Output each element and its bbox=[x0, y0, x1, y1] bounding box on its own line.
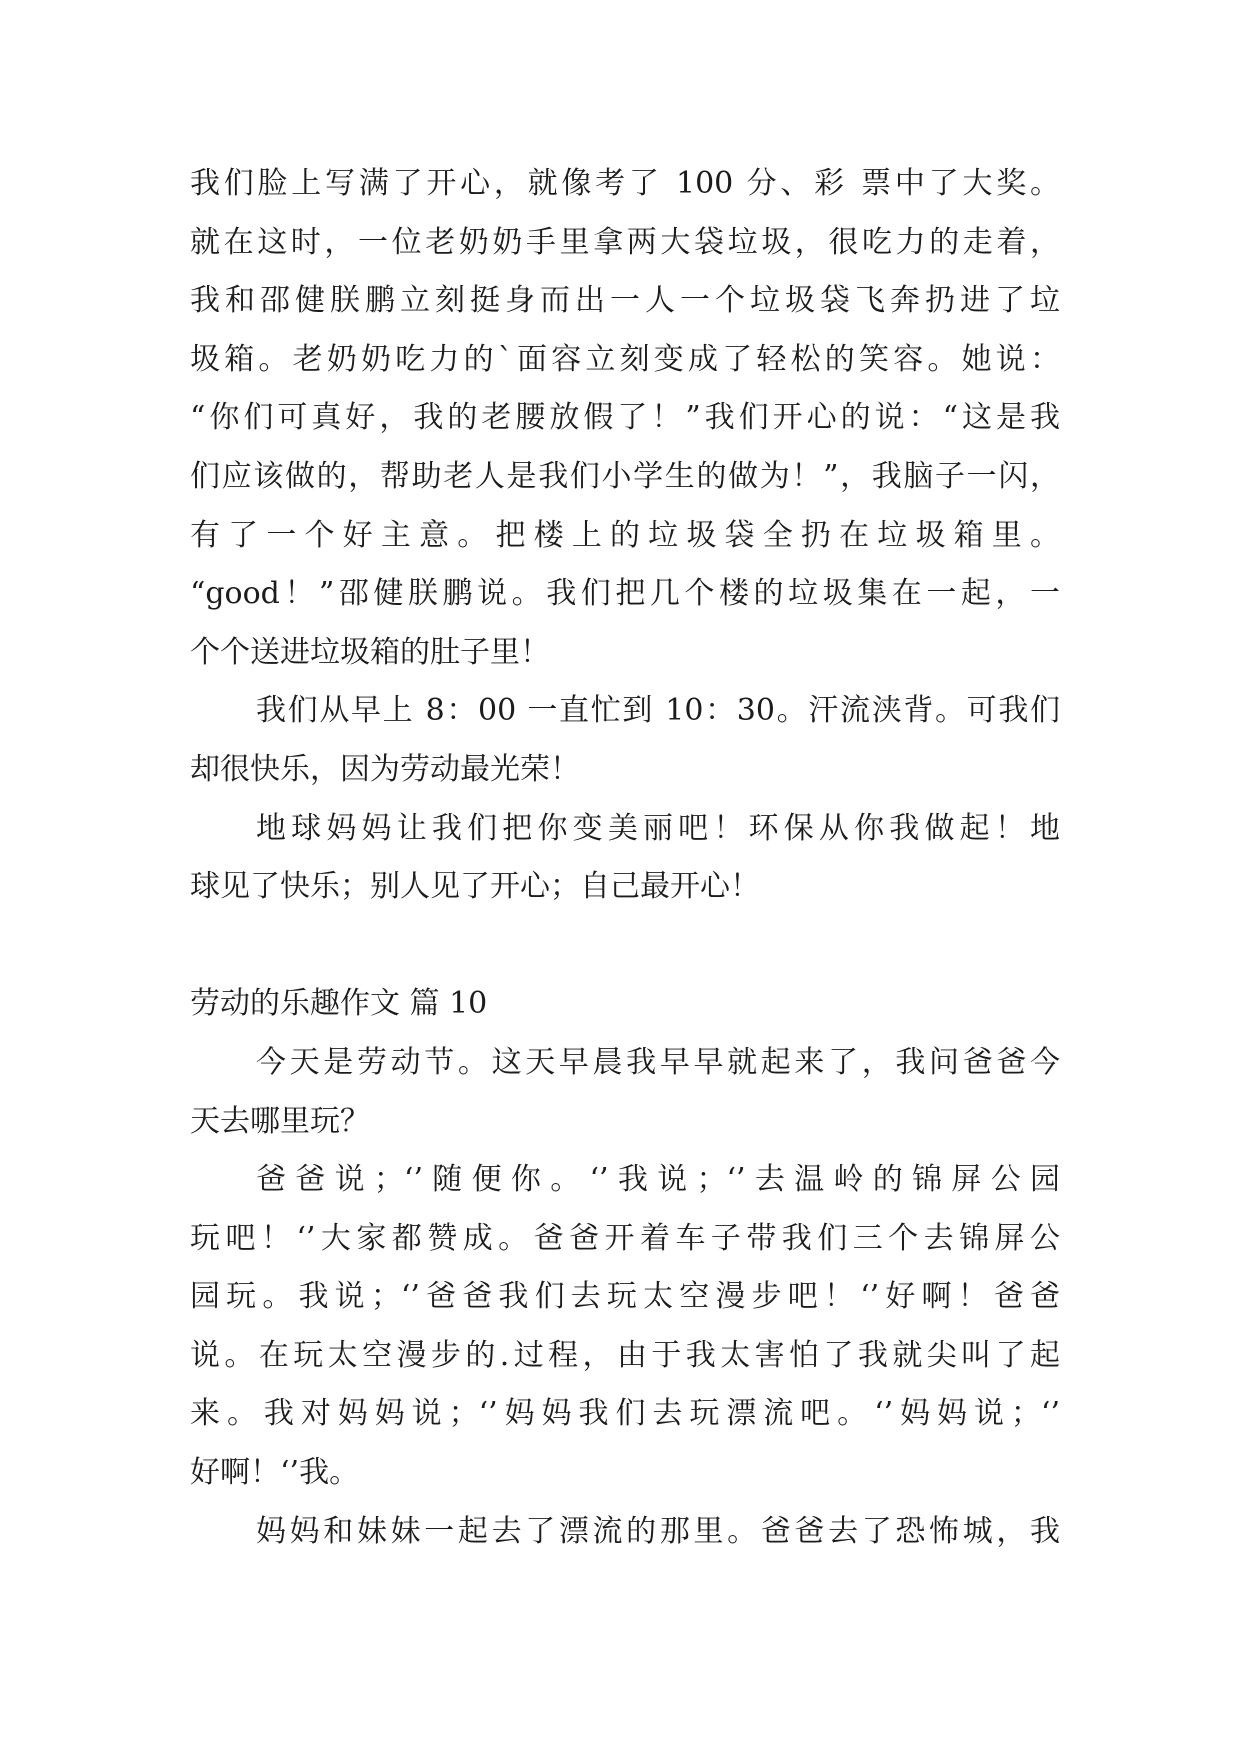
text-line: 圾箱。老奶奶吃力的`面容立刻变成了轻松的笑容。她说： bbox=[190, 341, 1060, 377]
text-line: 爸爸说；‘’随便你。‘’我说；‘’去温岭的锦屏公园 bbox=[256, 1162, 1060, 1198]
text-line: 我们脸上写满了开心，就像考了 100 分、彩 票中了大奖。 bbox=[190, 166, 1060, 201]
text-line: 地球妈妈让我们把你变美丽吧！环保从你我做起！地 bbox=[256, 810, 1060, 846]
text-line: 们应该做的，帮助老人是我们小学生的做为！”，我脑子一闪， bbox=[190, 458, 1060, 494]
text-line: 说。在玩太空漫步的.过程，由于我太害怕了我就尖叫了起 bbox=[190, 1337, 1060, 1373]
text-line: “你们可真好，我的老腰放假了！”我们开心的说：“这是我 bbox=[190, 400, 1060, 436]
text-line: 却很快乐，因为劳动最光荣！ bbox=[190, 751, 580, 787]
section-heading: 劳动的乐趣作文 篇 10 bbox=[190, 986, 488, 1022]
text-line: 天去哪里玩？ bbox=[190, 1103, 370, 1139]
text-line: 就在这时，一位老奶奶手里拿两大袋垃圾，很吃力的走着， bbox=[190, 224, 1060, 260]
blank-line bbox=[190, 917, 1060, 976]
paragraph bbox=[190, 1151, 1060, 1503]
text-line: 妈妈和妹妹一起去了漂流的那里。爸爸去了恐怖城，我 bbox=[256, 1513, 1060, 1549]
text-line: 我们从早上 8：00 一直忙到 10：30。汗流浃背。可我们 bbox=[256, 693, 1060, 729]
text-line: “good！”邵健朕鹏说。我们把几个楼的垃圾集在一起，一 bbox=[190, 576, 1060, 612]
text-line: 个个送进垃圾箱的肚子里！ bbox=[190, 634, 550, 670]
body-text bbox=[190, 155, 1060, 1561]
paragraph bbox=[190, 1034, 1060, 1151]
paragraph bbox=[190, 682, 1060, 799]
text-line: 我和邵健朕鹏立刻挺身而出一人一个垃圾袋飞奔扔进了垃 bbox=[190, 283, 1060, 319]
paragraph bbox=[190, 1503, 1060, 1562]
text-line: 玩吧！‘’大家都赞成。爸爸开着车子带我们三个去锦屏公 bbox=[190, 1220, 1060, 1256]
text-line: 今天是劳动节。这天早晨我早早就起来了，我问爸爸今 bbox=[256, 1044, 1060, 1080]
text-line: 来。我对妈妈说；‘’妈妈我们去玩漂流吧。‘’妈妈说；‘’ bbox=[190, 1396, 1060, 1432]
text-line: 有了一个好主意。把楼上的垃圾袋全扔在垃圾箱里。 bbox=[190, 517, 1060, 553]
text-line: 园玩。我说；‘’爸爸我们去玩太空漫步吧！‘’好啊！爸爸 bbox=[190, 1279, 1060, 1315]
paragraph bbox=[190, 800, 1060, 917]
text-line: 好啊！‘’我。 bbox=[190, 1455, 360, 1491]
paragraph bbox=[190, 155, 1060, 682]
text-line: 球见了快乐；别人见了开心；自己最开心！ bbox=[190, 869, 760, 905]
